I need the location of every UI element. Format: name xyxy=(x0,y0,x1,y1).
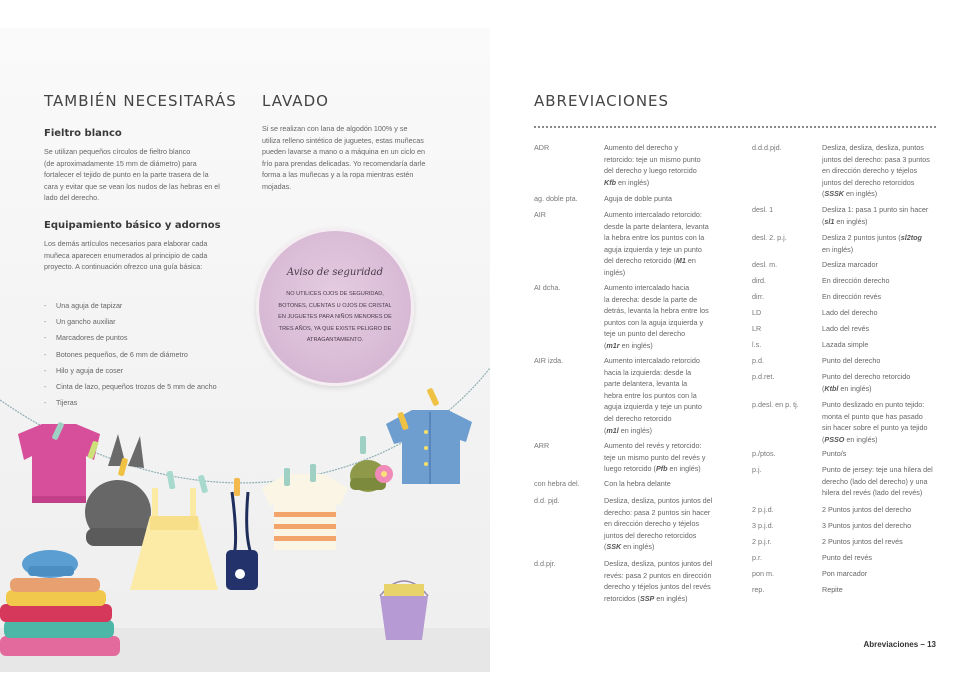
fieltro-line: cara y evitar que se vean los nudos de las hebras en el xyxy=(44,181,220,191)
abreviaciones-heading: ABREVIACIONES xyxy=(534,92,670,110)
lavado-line: Si se realizan con lana de algodón 100% y se xyxy=(262,124,408,133)
definition-line: Punto deslizado en punto tejido: xyxy=(822,400,925,409)
abbreviation-definition xyxy=(822,371,910,394)
abbreviation-row xyxy=(752,307,878,319)
definition-line: aguja izquierda y teje un punto xyxy=(604,244,702,254)
abbreviation-definition xyxy=(822,464,933,499)
striped-top xyxy=(262,474,348,550)
list-item-label: Cinta de lazo, pequeños trozos de 5 mm de ancho xyxy=(56,381,217,391)
abbreviation-row xyxy=(534,440,705,475)
definition-line: Lado del revés xyxy=(822,324,870,333)
abbreviation-definition xyxy=(604,142,701,188)
lavado-line: mojadas. xyxy=(262,181,292,191)
equipamiento-line: muñeca aparecen enumerados al principio de cada xyxy=(44,250,208,260)
definition-line: Desliza, desliza, puntos juntos del xyxy=(604,496,713,505)
definition-line: Punto del revés xyxy=(822,553,872,562)
abbreviation-term: con hebra del. xyxy=(534,479,580,488)
abbreviation-row xyxy=(752,448,846,460)
definition-line: (SSSK en inglés) xyxy=(822,189,878,199)
definition-line: aguja izquierda y teje un punto xyxy=(604,402,702,412)
abbreviation-term: 2 p.j.d. xyxy=(752,505,774,514)
abbreviation-term: LR xyxy=(752,324,762,333)
equipamiento-line: Los demás artículos necesarios para elaborar cada xyxy=(44,239,208,248)
list-item: - Hilo y aguja de coser xyxy=(44,366,217,382)
abbreviation-row xyxy=(752,355,880,367)
definition-line: Punto del derecho xyxy=(822,356,881,365)
definition-line: (sl1 en inglés) xyxy=(822,216,868,226)
definition-line: Lado del derecho xyxy=(822,308,878,317)
abbreviation-definition xyxy=(822,339,868,351)
safety-line: EN JUGUETES PARA NIÑOS MENORES DE xyxy=(278,314,392,320)
definition-line: Punto del derecho retorcido xyxy=(822,372,911,381)
lavado-text xyxy=(262,123,425,192)
definition-line: 3 Puntos juntos del derecho xyxy=(822,521,912,530)
clothespin xyxy=(360,436,366,454)
abbreviation-term: d.d.d.pjd. xyxy=(752,143,782,152)
list-item: - Marcadores de puntos xyxy=(44,333,217,349)
clothespin xyxy=(310,464,316,482)
definition-line: (Ktbl en inglés) xyxy=(822,383,872,393)
definition-line: Aumento intercalado hacia xyxy=(604,283,690,292)
safety-title: Aviso de seguridad xyxy=(286,267,384,278)
abbreviation-term: AIR xyxy=(534,210,546,219)
definition-line: Punto/s xyxy=(822,449,847,458)
abbreviation-definition xyxy=(604,282,709,352)
fieltro-line: (de aproximadamente 15 mm de diámetro) para xyxy=(44,158,197,168)
right-page xyxy=(490,28,980,672)
definition-line: detrás, levanta la hebra entre los xyxy=(604,306,709,316)
equipamiento-line: proyecto. A continuación ofrezco una guía básica: xyxy=(44,262,203,271)
abbreviation-definition xyxy=(604,209,709,279)
definition-line: (SSK en inglés) xyxy=(604,542,655,552)
definition-line: inglés) xyxy=(604,267,626,277)
definition-line: 2 Puntos juntos del revés xyxy=(822,537,903,546)
abbreviation-term: d.d. pjd. xyxy=(534,496,560,505)
abbreviation-definition xyxy=(604,193,672,205)
abbreviation-row xyxy=(752,142,930,200)
abbreviation-term: dirr. xyxy=(752,292,764,301)
definition-line: Desliza 1: pasa 1 punto sin hacer xyxy=(822,205,929,214)
abbreviation-row xyxy=(534,209,709,279)
equipamiento-heading: Equipamiento básico y adornos xyxy=(44,220,221,231)
purple-bucket xyxy=(380,581,428,640)
definition-line: teje un punto del derecho xyxy=(604,329,686,339)
knitted-stack xyxy=(0,550,120,656)
abbreviation-term: 2 p.j.r. xyxy=(752,537,772,546)
definition-line: revés: pasa 2 puntos en dirección xyxy=(604,570,712,580)
safety-text xyxy=(277,289,393,347)
abbreviation-definition xyxy=(822,568,867,580)
definition-line: juntos del derecho retorcidos xyxy=(604,530,697,540)
abbreviation-term: AI dcha. xyxy=(534,283,561,292)
definition-line: Desliza, desliza, puntos juntos del xyxy=(604,559,713,568)
lavado-line: utiliza relleno sintético de juguetes, estas muñecas xyxy=(262,135,424,145)
definition-line: Desliza 2 puntos juntos (sl2tog xyxy=(822,233,922,242)
abbreviation-definition xyxy=(822,520,911,532)
abbreviations-column-2 xyxy=(752,142,942,622)
definition-line: la derecha: desde la parte de xyxy=(604,294,698,304)
abbreviation-term: p./ptos. xyxy=(752,449,776,458)
abbreviation-row xyxy=(752,520,911,532)
abbreviation-term: ag. doble pta. xyxy=(534,194,578,203)
list-item: - Una aguja de tapizar xyxy=(44,301,217,317)
abbreviation-definition xyxy=(822,536,903,548)
list-item-label: Botones pequeños, de 6 mm de diámetro xyxy=(56,349,188,359)
definition-line: derecho: pasa 2 puntos sin hacer xyxy=(604,507,711,517)
definition-line: (PSSO en inglés) xyxy=(822,434,878,444)
abbreviation-row xyxy=(752,259,878,271)
definition-line: monta el punto que has pasado xyxy=(822,411,923,421)
definition-line: retorcido: teje un mismo punto xyxy=(604,154,701,164)
safety-notice xyxy=(256,228,414,386)
abbreviation-row xyxy=(752,536,903,548)
abbreviation-definition xyxy=(822,259,878,271)
definition-line: del derecho y luego retorcido xyxy=(604,166,697,176)
clothespin xyxy=(166,471,175,490)
abbreviation-definition xyxy=(604,355,702,436)
abbreviation-row xyxy=(752,232,922,255)
safety-line: ATRAGANTAMIENTO. xyxy=(306,337,364,343)
abbreviation-term: p.d. xyxy=(752,356,764,365)
definition-line: del derecho retorcido (M1 en xyxy=(604,256,696,266)
abbreviation-row xyxy=(752,275,890,287)
list-item-label: Un gancho auxiliar xyxy=(56,317,116,327)
list-item-label: Hilo y aguja de coser xyxy=(56,365,124,375)
abbreviation-row xyxy=(752,291,881,303)
definition-line: Kfb en inglés) xyxy=(604,177,650,187)
list-item: - Tijeras xyxy=(44,398,217,414)
abbreviation-row xyxy=(752,504,911,516)
abbreviation-row xyxy=(752,371,910,394)
definition-line: Desliza, desliza, desliza, puntos xyxy=(822,143,924,152)
abbreviation-definition xyxy=(604,478,671,490)
definition-line: Repite xyxy=(822,585,843,594)
abbreviation-row xyxy=(752,464,933,499)
abbreviation-definition xyxy=(604,495,712,553)
abbreviation-row xyxy=(534,495,712,553)
book-spread xyxy=(0,28,980,672)
abbreviation-definition xyxy=(822,275,890,287)
definition-line: luego retorcido (Pfb en inglés) xyxy=(604,464,701,474)
definition-line: en dirección derecho y téjelos xyxy=(604,519,700,529)
abbreviation-definition xyxy=(822,584,843,596)
definition-line: juntos del derecho: pasa 3 puntos xyxy=(822,154,930,164)
abbreviation-definition xyxy=(822,448,846,460)
clothespin xyxy=(426,388,439,407)
definition-line: del derecho retorcido xyxy=(604,413,672,423)
abbreviation-row xyxy=(752,204,928,227)
abbreviation-row xyxy=(534,282,709,352)
equipamiento-text xyxy=(44,238,207,273)
abbreviation-row xyxy=(534,355,702,436)
list-item: - Un gancho auxiliar xyxy=(44,317,217,333)
lavado-line: forma a las muñecas y a la ropa mientras estén xyxy=(262,170,414,179)
definition-line: Con la hebra delante xyxy=(604,479,671,488)
lavado-line: frío para prendas delicadas. Yo recomendaría darle xyxy=(262,158,426,168)
abbreviation-definition xyxy=(822,399,927,445)
definition-line: hebra entre los puntos con la xyxy=(604,390,697,400)
blue-cardigan xyxy=(386,410,472,484)
abbreviation-term: ARR xyxy=(534,441,550,450)
abbreviation-definition xyxy=(822,142,930,200)
definition-line: puntos con la aguja izquierda y xyxy=(604,317,704,327)
clothespin xyxy=(284,468,290,486)
fieltro-heading: Fieltro blanco xyxy=(44,128,122,139)
definition-line: (m1l en inglés) xyxy=(604,425,652,435)
safety-line: TRES AÑOS, YA QUE EXISTE PELIGRO DE xyxy=(278,325,392,332)
definition-line: En dirección derecho xyxy=(822,276,890,285)
fieltro-text xyxy=(44,146,220,204)
safety-line: BOTONES, CUENTAS U OJOS DE CRISTAL xyxy=(278,302,392,309)
definition-line: 2 Puntos juntos del derecho xyxy=(822,505,912,514)
definition-line: en dirección derecho y téjelos xyxy=(822,166,918,176)
abbreviation-row xyxy=(752,568,867,580)
abbreviation-term: LD xyxy=(752,308,762,317)
abbreviation-term: l.s. xyxy=(752,340,762,349)
abbreviation-definition xyxy=(822,291,881,303)
abbreviation-definition xyxy=(822,552,872,564)
definition-line: desde la parte delantera, levanta xyxy=(604,221,709,231)
green-hat xyxy=(350,460,393,492)
definition-line: derecho (lado del derecho) y una xyxy=(822,476,928,486)
abbreviation-term: p.r. xyxy=(752,553,762,562)
abbreviation-definition xyxy=(604,558,712,604)
tambien-heading: TAMBIÉN NECESITARÁS xyxy=(44,92,237,110)
abbreviation-term: d.d.pjr. xyxy=(534,559,556,568)
abbreviation-term: ADR xyxy=(534,143,550,152)
definition-line: Aumento del revés y retorcido: xyxy=(604,441,702,450)
page-footer: Abreviaciones – 13 xyxy=(863,640,936,649)
abbreviation-definition xyxy=(822,204,928,227)
abbreviation-row xyxy=(752,323,869,335)
definition-line: teje un mismo punto del revés y xyxy=(604,452,706,462)
definition-line: (m1r en inglés) xyxy=(604,340,653,350)
definition-line: retorcidos (SSP en inglés) xyxy=(604,593,688,603)
definition-line: juntos del derecho retorcidos xyxy=(822,177,915,187)
definition-line: Punto de jersey: teje una hilera del xyxy=(822,465,933,474)
definition-line: en inglés) xyxy=(822,244,854,254)
abbreviation-term: 3 p.j.d. xyxy=(752,521,774,530)
list-item-label: Marcadores de puntos xyxy=(56,333,128,343)
abbreviation-row xyxy=(752,552,872,564)
navy-bag xyxy=(226,492,258,590)
definition-line: derecho y téjelos juntos del revés xyxy=(604,582,711,592)
abbreviation-definition xyxy=(822,232,922,255)
safety-line: NO UTILICES OJOS DE SEGURIDAD, xyxy=(286,291,384,297)
abbreviation-term: p.desl. en p. tj. xyxy=(752,400,799,409)
abbreviation-term: rep. xyxy=(752,585,765,594)
list-item-label: Una aguja de tapizar xyxy=(56,301,123,310)
abbreviations-column-1 xyxy=(534,142,744,622)
definition-line: Aumento intercalado retorcido xyxy=(604,356,700,365)
definition-line: Lazada simple xyxy=(822,340,869,349)
definition-line: sin hacer sobre el punto ya tejido xyxy=(822,423,928,433)
abbreviation-row xyxy=(752,584,843,596)
abbreviation-row xyxy=(752,339,868,351)
heading-divider xyxy=(534,126,936,128)
list-item: - Botones pequeños, de 6 mm de diámetro xyxy=(44,350,217,366)
fieltro-line: lado del derecho. xyxy=(44,193,100,202)
fieltro-line: fortalecer el tejido de punto en la parte trasera de la xyxy=(44,170,209,179)
abbreviation-term: pon m. xyxy=(752,569,774,578)
abbreviation-definition xyxy=(822,307,878,319)
definition-line: la hebra entre los puntos con la xyxy=(604,233,705,243)
definition-line: Aumento intercalado retorcido: xyxy=(604,210,702,219)
lavado-line: pueden lavarse a mano o a máquina en un ciclo en xyxy=(262,147,426,156)
abbreviation-term: desl. m. xyxy=(752,260,778,269)
definition-line: Aguja de doble punta xyxy=(604,194,672,203)
abbreviation-term: p.j. xyxy=(752,465,762,474)
abbreviation-row xyxy=(534,558,712,604)
definition-line: En dirección revés xyxy=(822,292,882,301)
definition-line: Aumento del derecho y xyxy=(604,143,678,152)
definition-line: hacia la izquierda: desde la xyxy=(604,367,692,377)
abbreviation-term: AIR izda. xyxy=(534,356,564,365)
definition-line: hilera del revés (lado del revés) xyxy=(822,488,923,498)
abbreviation-term: desl. 1 xyxy=(752,205,774,214)
knitted-garland-illustration xyxy=(0,328,490,672)
clothespin xyxy=(234,478,240,496)
definition-line: Pon marcador xyxy=(822,569,868,578)
abbreviation-term: p.d.ret. xyxy=(752,372,775,381)
abbreviation-term: dird. xyxy=(752,276,766,285)
fieltro-line: Se utilizan pequeños círculos de fieltro blanco xyxy=(44,147,191,156)
abbreviation-definition xyxy=(604,440,705,475)
left-page xyxy=(0,28,490,672)
abbreviation-definition xyxy=(822,323,869,335)
abbreviation-row xyxy=(752,399,927,445)
list-item: - Cinta de lazo, pequeños trozos de 5 mm de ancho xyxy=(44,382,217,398)
definition-line: Desliza marcador xyxy=(822,260,878,269)
abbreviation-definition xyxy=(822,504,911,516)
abbreviation-definition xyxy=(822,355,880,367)
abbreviation-row xyxy=(534,142,701,188)
list-item-label: Tijeras xyxy=(56,398,78,408)
abbreviation-term: desl. 2. p.j. xyxy=(752,233,787,242)
lavado-heading: LAVADO xyxy=(262,92,329,110)
abbreviation-row xyxy=(534,478,671,490)
abbreviation-row xyxy=(534,193,672,205)
clothespin xyxy=(198,475,208,494)
definition-line: parte delantera, levanta la xyxy=(604,379,688,389)
